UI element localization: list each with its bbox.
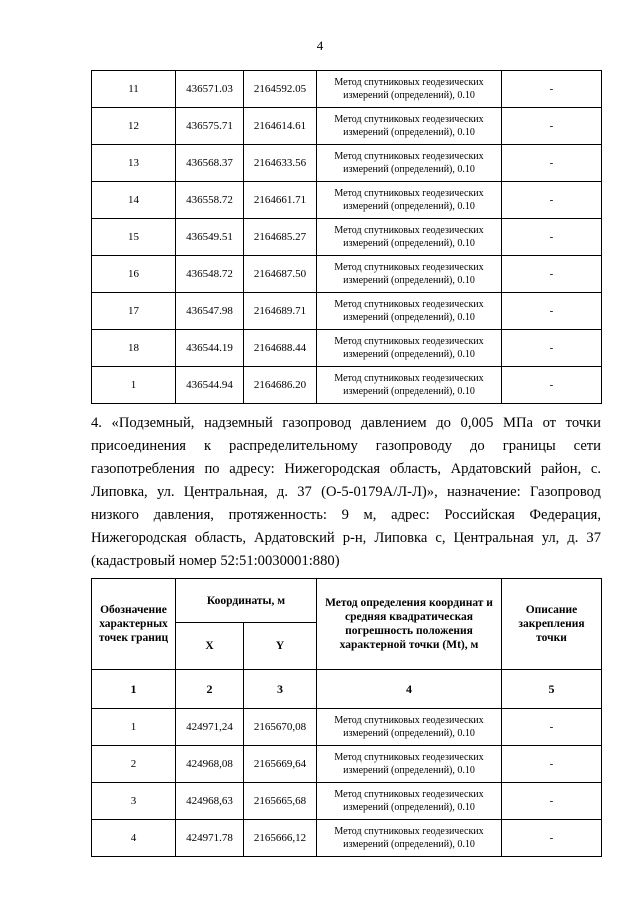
method-cell: Метод спутниковых геодезических измерений (определений), 0.10 <box>317 71 502 108</box>
x-coordinate-cell: 436549.51 <box>176 219 244 256</box>
table-row <box>92 783 602 820</box>
description-cell: - <box>502 256 602 293</box>
table-row <box>92 820 602 857</box>
table-row <box>92 293 602 330</box>
coordinates-table-continued <box>91 70 602 404</box>
table-row <box>92 182 602 219</box>
point-number-cell: 15 <box>92 219 176 256</box>
method-cell: Метод спутниковых геодезических измерений (определений), 0.10 <box>317 746 502 783</box>
y-coordinate-cell: 2165670,08 <box>244 709 317 746</box>
y-coordinate-cell: 2164614.61 <box>244 108 317 145</box>
method-cell: Метод спутниковых геодезических измерений (определений), 0.10 <box>317 145 502 182</box>
page-number: 4 <box>316 38 324 53</box>
header-x: X <box>176 623 244 670</box>
y-coordinate-cell: 2164689.71 <box>244 293 317 330</box>
table-row <box>92 367 602 404</box>
point-number-cell: 4 <box>92 820 176 857</box>
point-number-cell: 13 <box>92 145 176 182</box>
x-coordinate-cell: 436544.19 <box>176 330 244 367</box>
table-row <box>92 219 602 256</box>
description-cell: - <box>502 108 602 145</box>
y-coordinate-cell: 2164592.05 <box>244 71 317 108</box>
y-coordinate-cell: 2164688.44 <box>244 330 317 367</box>
table-row <box>92 330 602 367</box>
description-cell: - <box>502 746 602 783</box>
column-number: 1 <box>92 670 176 709</box>
table-row <box>92 709 602 746</box>
method-cell: Метод спутниковых геодезических измерений (определений), 0.10 <box>317 820 502 857</box>
point-number-cell: 16 <box>92 256 176 293</box>
coordinates-table-body <box>92 670 602 857</box>
method-cell: Метод спутниковых геодезических измерений (определений), 0.10 <box>317 182 502 219</box>
point-number-cell: 18 <box>92 330 176 367</box>
x-coordinate-cell: 436571.03 <box>176 71 244 108</box>
y-coordinate-cell: 2165665,68 <box>244 783 317 820</box>
x-coordinate-cell: 424968,63 <box>176 783 244 820</box>
header-y: Y <box>244 623 317 670</box>
description-cell: - <box>502 709 602 746</box>
object-description-paragraph: 4. «Подземный, надземный газопровод давлением до 0,005 МПа от точки присоединения к распределительному газопроводу до границы сети газопотребления по адресу: Нижегородская область, Ардатовский район, с. Липовка, ул. Центральная, д. 37 (О-5-0179А/Л-Л)», назначение: Газопровод низкого давления, протяженность: 9 м, адрес: Российская Федерация, Нижегородская область, Ардатовский р-н, Липовка с, Центральная ул, д. 37 (кадастровый номер 52:51:0030001:880) <box>91 415 601 569</box>
y-coordinate-cell: 2165669,64 <box>244 746 317 783</box>
table-row <box>92 108 602 145</box>
point-number-cell: 2 <box>92 746 176 783</box>
y-coordinate-cell: 2164661.71 <box>244 182 317 219</box>
x-coordinate-cell: 436558.72 <box>176 182 244 219</box>
header-method: Метод определения координат и средняя квадратическая погрешность положения характерной точки (Mt), м <box>317 579 502 670</box>
y-coordinate-cell: 2164687.50 <box>244 256 317 293</box>
description-cell: - <box>502 330 602 367</box>
header-point-designation: Обозначение характерных точек границ <box>92 579 176 670</box>
method-cell: Метод спутниковых геодезических измерений (определений), 0.10 <box>317 256 502 293</box>
method-cell: Метод спутниковых геодезических измерений (определений), 0.10 <box>317 783 502 820</box>
point-number-cell: 1 <box>92 367 176 404</box>
x-coordinate-cell: 436548.72 <box>176 256 244 293</box>
table-row <box>92 71 602 108</box>
method-cell: Метод спутниковых геодезических измерений (определений), 0.10 <box>317 293 502 330</box>
point-number-cell: 3 <box>92 783 176 820</box>
x-coordinate-cell: 436568.37 <box>176 145 244 182</box>
column-number: 4 <box>317 670 502 709</box>
x-coordinate-cell: 424971.78 <box>176 820 244 857</box>
method-cell: Метод спутниковых геодезических измерений (определений), 0.10 <box>317 367 502 404</box>
y-coordinate-cell: 2164685.27 <box>244 219 317 256</box>
x-coordinate-cell: 424968,08 <box>176 746 244 783</box>
description-cell: - <box>502 219 602 256</box>
point-number-cell: 11 <box>92 71 176 108</box>
table-row <box>92 145 602 182</box>
table-row <box>92 746 602 783</box>
header-coordinates: Координаты, м <box>176 579 317 623</box>
column-number: 2 <box>176 670 244 709</box>
method-cell: Метод спутниковых геодезических измерений (определений), 0.10 <box>317 709 502 746</box>
method-cell: Метод спутниковых геодезических измерений (определений), 0.10 <box>317 219 502 256</box>
x-coordinate-cell: 436547.98 <box>176 293 244 330</box>
description-cell: - <box>502 145 602 182</box>
column-number: 3 <box>244 670 317 709</box>
y-coordinate-cell: 2165666,12 <box>244 820 317 857</box>
column-number-row <box>92 670 602 709</box>
y-coordinate-cell: 2164686.20 <box>244 367 317 404</box>
table-header <box>92 579 602 670</box>
description-cell: - <box>502 820 602 857</box>
description-cell: - <box>502 182 602 219</box>
description-cell: - <box>502 367 602 404</box>
point-number-cell: 17 <box>92 293 176 330</box>
point-number-cell: 12 <box>92 108 176 145</box>
x-coordinate-cell: 424971,24 <box>176 709 244 746</box>
y-coordinate-cell: 2164633.56 <box>244 145 317 182</box>
description-cell: - <box>502 293 602 330</box>
point-number-cell: 1 <box>92 709 176 746</box>
method-cell: Метод спутниковых геодезических измерений (определений), 0.10 <box>317 108 502 145</box>
method-cell: Метод спутниковых геодезических измерений (определений), 0.10 <box>317 330 502 367</box>
coordinates-table-body <box>92 71 602 404</box>
x-coordinate-cell: 436575.71 <box>176 108 244 145</box>
header-description: Описание закрепления точки <box>502 579 602 670</box>
point-number-cell: 14 <box>92 182 176 219</box>
column-number: 5 <box>502 670 602 709</box>
description-cell: - <box>502 783 602 820</box>
x-coordinate-cell: 436544.94 <box>176 367 244 404</box>
coordinates-table <box>91 578 602 857</box>
description-cell: - <box>502 71 602 108</box>
table-row <box>92 256 602 293</box>
